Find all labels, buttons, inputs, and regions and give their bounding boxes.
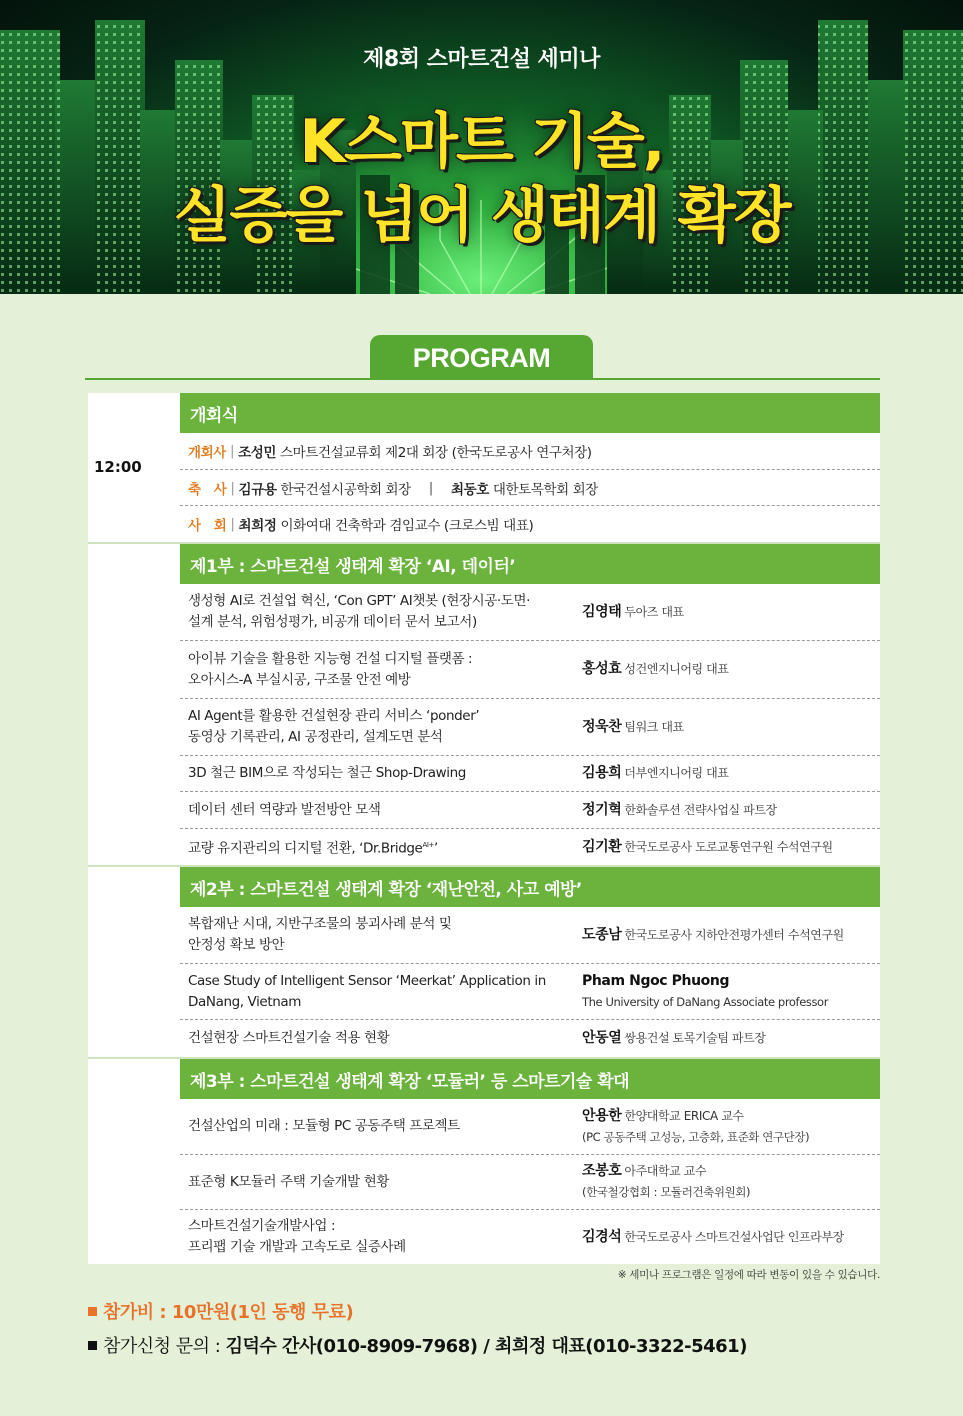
section-part1-head: 제1부 : 스마트건설 생태계 확장 ‘AI, 데이터’ [180, 544, 880, 584]
topic: 데이터 센터 역량과 발전방안 모색 [188, 801, 381, 818]
person-name: 최희정 [238, 518, 277, 534]
program-divider [85, 378, 880, 380]
topic: Case Study of Intelligent Sensor ‘Meerkat’ Application in DaNang, Vietnam [188, 972, 546, 1010]
main-title-line2: 실증을 넘어 생태계 확장 [173, 181, 790, 251]
separator: | [230, 479, 235, 496]
role-label: 축 사 [188, 481, 227, 498]
topic: 건설산업의 미래 : 모듈형 PC 공동주택 프로젝트 [188, 1118, 460, 1134]
topic: 3D 철근 BIM으로 작성되는 철근 Shop-Drawing [188, 765, 466, 781]
topic: 교량 유지관리의 디지털 전환, ‘Dr.Bridge$^{AI+}$’ [188, 840, 438, 857]
topic: AI Agent를 활용한 건설현장 관리 서비스 ‘ponder’ 동영상 기록관리, AI 공정관리, 설계도면 분석 [188, 708, 480, 745]
separator: | [428, 479, 433, 496]
speaker: 안용한 한양대학교 ERICA 교수 (PC 공동주택 고성능, 고층화, 표준화 연구단장) [582, 1107, 810, 1144]
person-desc: 이화여대 건축학과 겸임교수 (크로스빔 대표) [280, 518, 534, 534]
section-opening-head: 개회식 [180, 393, 880, 433]
topic: 생성형 AI로 건설업 혁신, ‘Con GPT’ AI챗봇 (현장시공·도면· 설계 분석, 위험성평가, 비공개 데이터 문서 보고서) [188, 593, 530, 630]
speaker: 안동열 쌍용건설 토목기술팀 파트장 [582, 1030, 766, 1046]
header-banner [0, 0, 963, 294]
schedule-note: ※ 세미나 프로그램은 일정에 따라 변동이 있을 수 있습니다. [617, 1269, 880, 1281]
main-title-line1: K스마트 기술, [299, 107, 664, 177]
person-desc: 한국건설시공학회 회장 [280, 481, 411, 498]
opening-row [180, 506, 880, 542]
fee-info: 참가비 : 10만원(1인 동행 무료) [88, 1298, 353, 1324]
person-name: 최동호 [450, 481, 489, 498]
role-label: 개회사 [188, 445, 226, 461]
table-row [180, 1099, 880, 1155]
table-row [180, 584, 880, 641]
topic: 스마트건설기술개발사업 : 프리팹 기술 개발과 고속도로 실증사례 [188, 1218, 406, 1255]
section-part3-head: 제3부 : 스마트건설 생태계 확장 ‘모듈러’ 등 스마트기술 확대 [180, 1059, 880, 1099]
speaker: 정욱찬 팀워크 대표 [582, 718, 684, 735]
seminar-subtitle: 제8회 스마트건설 세미나 [363, 47, 600, 72]
table-row [180, 792, 880, 829]
opening-row [180, 470, 880, 506]
table-row [180, 699, 880, 756]
speaker: 김용희 더부엔지니어링 대표 [582, 765, 729, 781]
program-table [88, 393, 880, 1264]
person-name: 조성민 [238, 445, 277, 461]
speaker: 정기혁 한화솔루션 전략사업실 파트장 [582, 801, 777, 818]
contact-info: 참가신청 문의 : 김덕수 간사(010-8909-7968) / 최희정 대표(010-3322-5461) [88, 1332, 747, 1358]
table-row [180, 1155, 880, 1210]
opening-row [180, 433, 880, 470]
speaker: 도종남 한국도로공사 지하안전평가센터 수석연구원 [582, 926, 844, 943]
bullet-icon [88, 1307, 97, 1316]
topic: 복합재난 시대, 지반구조물의 붕괴사례 분석 및 안정성 확보 방안 [188, 916, 452, 953]
topic: 아이뷰 기술을 활용한 지능형 건설 디지털 플랫폼 : 오아시스-A 부실시공, 구조물 안전 예방 [188, 650, 473, 688]
bullet-icon [88, 1341, 97, 1350]
program-tab: PROGRAM [370, 335, 593, 379]
speaker: Pham Ngoc Phuong The University of DaNang Associate professor [582, 972, 829, 1009]
separator: | [230, 516, 235, 532]
topic: 건설현장 스마트건설기술 적용 현황 [188, 1030, 390, 1046]
speaker: 김기환 한국도로공사 도로교통연구원 수석연구원 [582, 838, 833, 855]
table-row [180, 829, 880, 865]
time-label: 12:00 [94, 458, 142, 476]
section-part2-head: 제2부 : 스마트건설 생태계 확장 ‘재난안전, 사고 예방’ [180, 867, 880, 907]
person-name: 김규용 [238, 481, 277, 498]
speaker: 김영태 두아즈 대표 [582, 603, 684, 620]
person-desc: 대한토목학회 회장 [492, 481, 598, 498]
topic: 표준형 K모듈러 주택 기술개발 현황 [188, 1173, 389, 1190]
table-row [180, 907, 880, 964]
table-row [180, 756, 880, 792]
separator: | [229, 443, 235, 459]
table-row [180, 964, 880, 1020]
speaker: 홍성효 성건엔지니어링 대표 [582, 661, 729, 677]
role-label: 사 회 [188, 518, 227, 534]
person-desc: 스마트건설교류회 제2대 회장 (한국도로공사 연구처장) [280, 445, 592, 461]
speaker: 김경석 한국도로공사 스마트건설사업단 인프라부장 [582, 1228, 844, 1245]
table-row [180, 641, 880, 699]
table-row [180, 1210, 880, 1264]
table-row [180, 1020, 880, 1057]
speaker: 조봉호 아주대학교 교수 (한국철강협회 : 모듈러건축위원회) [582, 1163, 751, 1199]
